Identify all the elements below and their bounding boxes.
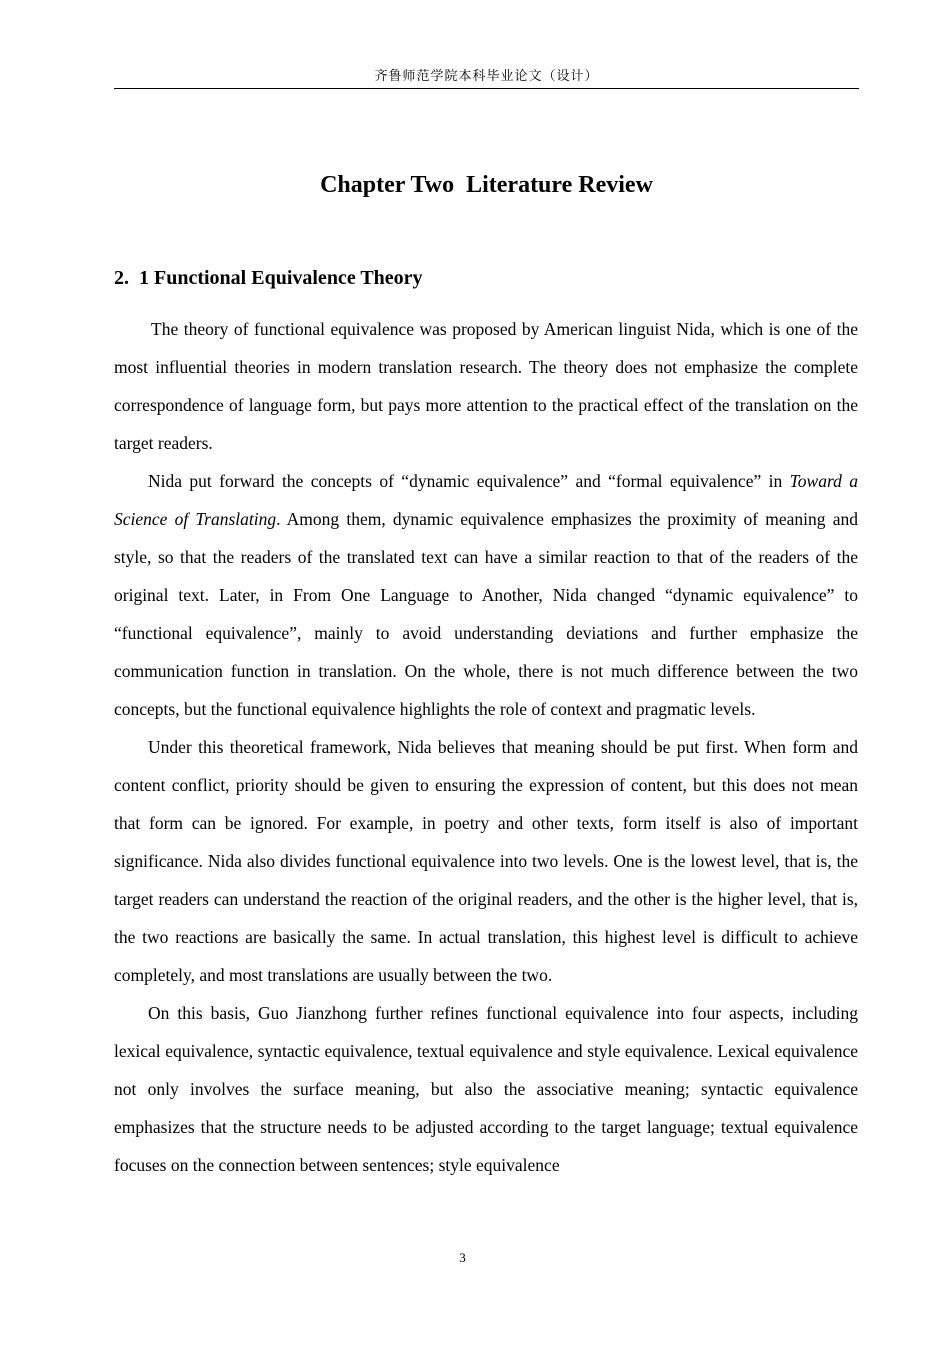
body-text bbox=[114, 310, 858, 1184]
chapter-title: Chapter Two Literature Review bbox=[320, 172, 653, 198]
page-number: 3 bbox=[459, 1250, 466, 1265]
paragraph-3: Under this theoretical framework, Nida believes that meaning should be put first. When form and content conflict, priority should be given to ensuring the expression of content, but this does not mean that form can be ignored. For example, in poetry and other texts, form itself is also of important significance. Nida also divides functional equivalence into two levels. One is the lowest level, that is, the target readers can understand the reaction of the original readers, and the other is the higher level, that is, the two reactions are basically the same. In actual translation, this highest level is difficult to achieve completely, and most translations are usually between the two. bbox=[114, 737, 858, 985]
book-title: Toward a Science of Translating bbox=[114, 471, 858, 529]
running-header: 齐鲁师范学院本科毕业论文（设计） bbox=[374, 69, 599, 84]
section-heading: 2. 1 Functional Equivalence Theory bbox=[114, 267, 423, 289]
paragraph-4: On this basis, Guo Jianzhong further refines functional equivalence into four aspects, including lexical equivalence, syntactic equivalence, textual equivalence and style equivalence. Lexical equivalence not only involves the surface meaning, but also the associative meaning; syntactic equivalence emphasizes that the structure needs to be adjusted according to the target language; textual equivalence focuses on the connection between sentences; style equivalence bbox=[114, 1003, 858, 1175]
header-rule bbox=[114, 88, 859, 89]
paragraph-2-text-start: Nida put forward the concepts of “dynamic equivalence” and “formal equivalence” in bbox=[148, 471, 790, 491]
paragraph-2 bbox=[114, 462, 858, 728]
paragraph-2-text-end: . Among them, dynamic equivalence emphasizes the proximity of meaning and style, so that the readers of the translated text can have a similar reaction to that of the readers of the original text. Later, in From One Language to Another, Nida changed “dynamic equivalence” to “functional equivalence”, mainly to avoid understanding deviations and further emphasize the communication function in translation. On the whole, there is not much difference between the two concepts, but the functional equivalence highlights the role of context and pragmatic levels. bbox=[114, 509, 858, 719]
paragraph-1: The theory of functional equivalence was proposed by American linguist Nida, which is one of the most influential theories in modern translation research. The theory does not emphasize the complete correspondence of language form, but pays more attention to the practical effect of the translation on the target readers. bbox=[114, 319, 858, 453]
